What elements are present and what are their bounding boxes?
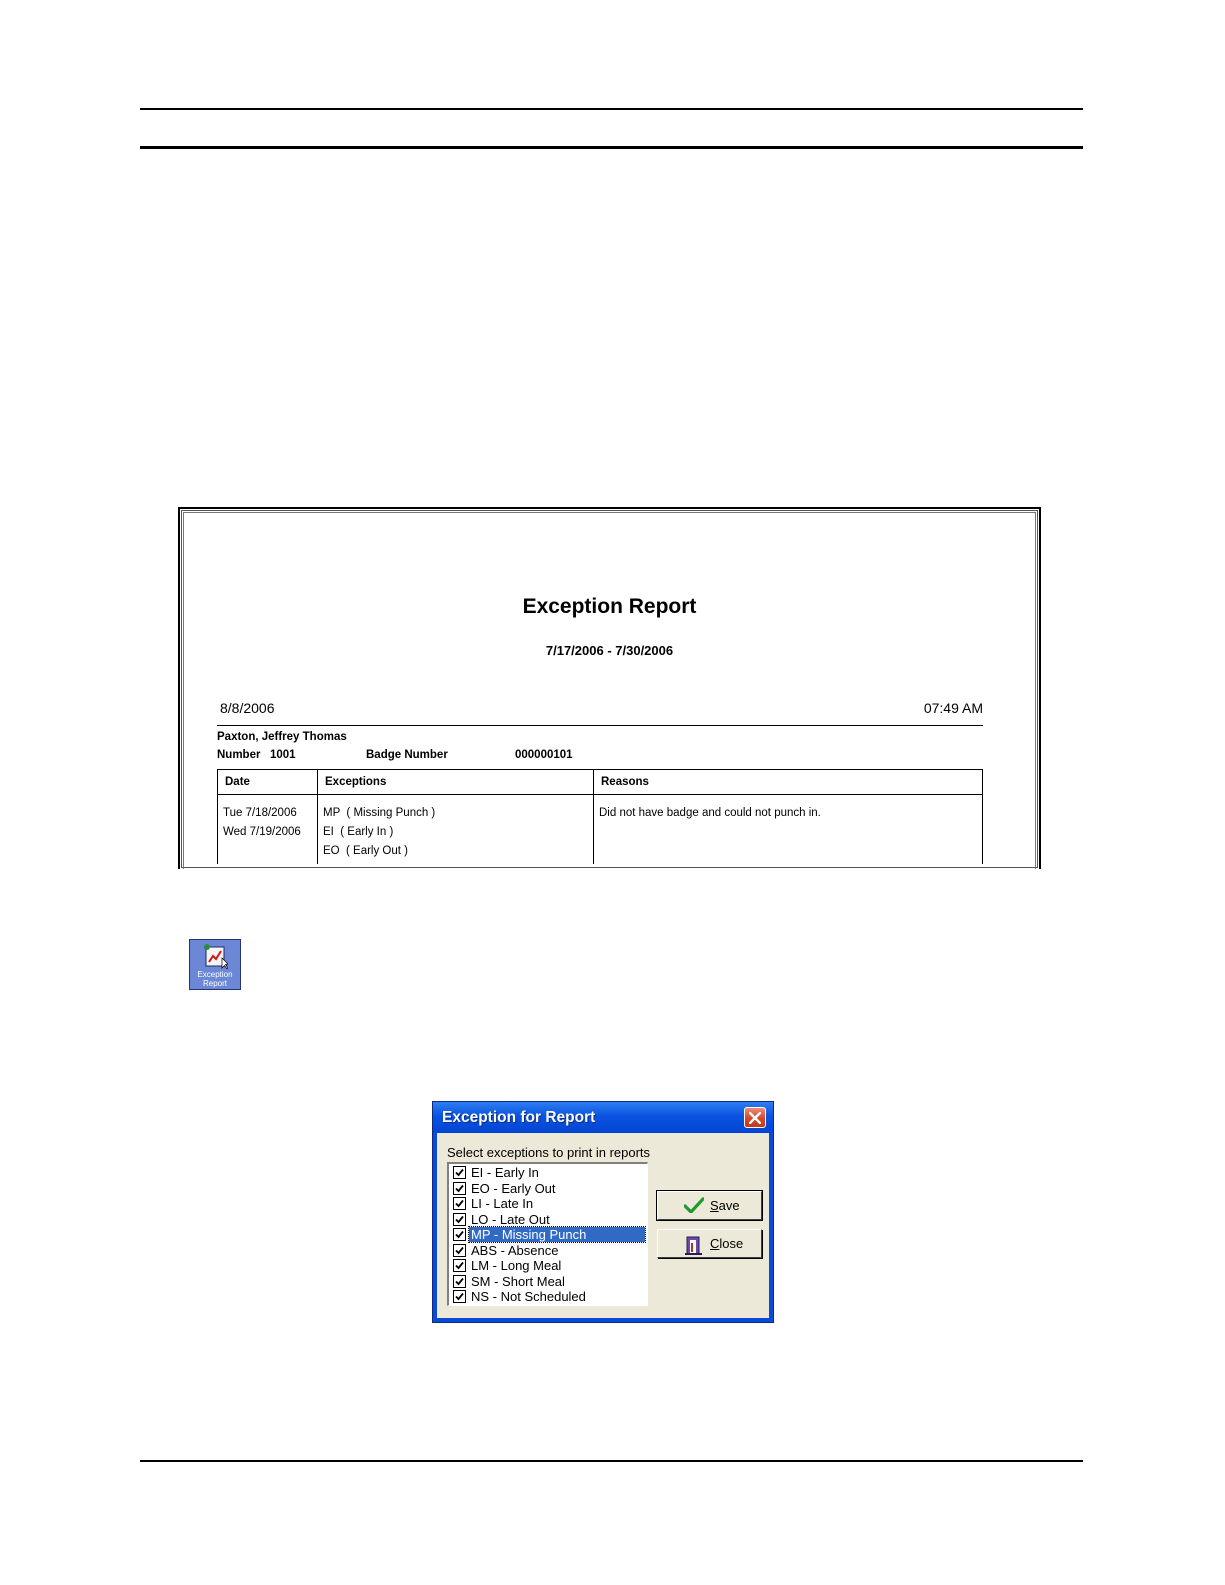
exception-report-toolbar-button[interactable] [189, 939, 241, 990]
list-item[interactable] [451, 1165, 647, 1180]
list-item-label: SM - Short Meal [471, 1273, 565, 1289]
employee-name: Paxton, Jeffrey Thomas [217, 731, 347, 743]
column-header: Date [218, 770, 318, 795]
date-cell [218, 795, 318, 865]
checkbox[interactable] [453, 1182, 466, 1195]
list-item[interactable] [451, 1181, 647, 1196]
exceptions-checklist[interactable] [447, 1162, 648, 1306]
header-rule-bottom [140, 146, 1083, 149]
dialog-close-button[interactable] [744, 1107, 766, 1128]
checkmark-icon [455, 1246, 464, 1255]
exception-report-preview [178, 507, 1041, 869]
dialog-title: Exception for Report [442, 1109, 596, 1126]
list-item-label: LM - Long Meal [471, 1258, 562, 1273]
report-title: Exception Report [522, 595, 697, 618]
save-button-label: Save [710, 1198, 740, 1213]
list-item[interactable] [451, 1289, 647, 1304]
close-button-label: Close [710, 1236, 744, 1251]
badge-value: 000000101 [515, 749, 573, 761]
checkmark-icon [455, 1230, 464, 1239]
footer-rule [140, 1460, 1083, 1462]
list-item-label: ABS - Absence [471, 1242, 559, 1258]
number-value: 1001 [270, 749, 296, 761]
exception-entry: EO ( Early Out ) [323, 845, 408, 857]
list-item-label: LI - Late In [471, 1196, 534, 1211]
column-header: Reasons [594, 770, 983, 795]
list-item-label: EI - Early In [471, 1165, 539, 1180]
report-date-range: 7/17/2006 - 7/30/2006 [545, 643, 674, 658]
dialog-caption: Select exceptions to print in reports [447, 1145, 651, 1160]
list-item[interactable] [451, 1212, 647, 1227]
list-item-label: EO - Early Out [471, 1180, 556, 1196]
list-item-selected[interactable] [451, 1227, 647, 1242]
dialog-title-bar[interactable] [433, 1102, 773, 1133]
exceptions-cell [318, 795, 594, 865]
checkbox[interactable] [453, 1244, 466, 1257]
dialog-body [437, 1133, 769, 1318]
table-row [218, 795, 983, 865]
report-print-time: 07:49 AM [923, 700, 983, 716]
list-item[interactable] [451, 1243, 647, 1258]
checkbox[interactable] [453, 1197, 466, 1210]
checkmark-icon [455, 1168, 464, 1177]
checkbox[interactable] [453, 1228, 466, 1241]
door-exit-icon [684, 1235, 704, 1255]
list-item-label: MP - Missing Punch [469, 1227, 645, 1242]
date-entry: Tue 7/18/2006 [223, 807, 297, 819]
toolbar-button-label: Exception Report [197, 970, 233, 988]
report-page [183, 512, 1036, 869]
checkmark-icon [455, 1277, 464, 1286]
checkmark-icon [455, 1184, 464, 1193]
exception-entry: MP ( Missing Punch ) [323, 807, 436, 819]
checkmark-icon [455, 1292, 464, 1301]
checkmark-icon [455, 1261, 464, 1270]
checkbox[interactable] [453, 1213, 466, 1226]
list-item[interactable] [451, 1196, 647, 1211]
report-divider [217, 725, 983, 726]
checkbox[interactable] [453, 1166, 466, 1179]
header-rule-top [140, 108, 1083, 110]
save-button[interactable] [657, 1191, 762, 1220]
number-label: Number [217, 749, 261, 761]
report-print-date: 8/8/2006 [220, 700, 275, 716]
close-button[interactable] [657, 1229, 762, 1258]
exception-report-icon [204, 943, 228, 969]
close-icon [749, 1112, 761, 1124]
table-header-row [218, 770, 983, 795]
list-item[interactable] [451, 1274, 647, 1289]
reasons-cell: Did not have badge and could not punch in. [594, 795, 983, 865]
checkbox[interactable] [453, 1290, 466, 1303]
list-item[interactable] [451, 1258, 647, 1273]
exception-entry: EI ( Early In ) [323, 826, 394, 838]
checkmark-icon [684, 1197, 704, 1213]
date-entry: Wed 7/19/2006 [223, 826, 301, 838]
checkbox[interactable] [453, 1259, 466, 1272]
checkmark-icon [455, 1215, 464, 1224]
list-item-label: LO - Late Out [471, 1211, 550, 1227]
list-item-label: NS - Not Scheduled [471, 1289, 586, 1304]
badge-label: Badge Number [366, 749, 448, 761]
exceptions-table [217, 769, 983, 864]
exception-for-report-dialog [432, 1101, 774, 1323]
column-header: Exceptions [318, 770, 594, 795]
checkmark-icon [455, 1199, 464, 1208]
checkbox[interactable] [453, 1275, 466, 1288]
